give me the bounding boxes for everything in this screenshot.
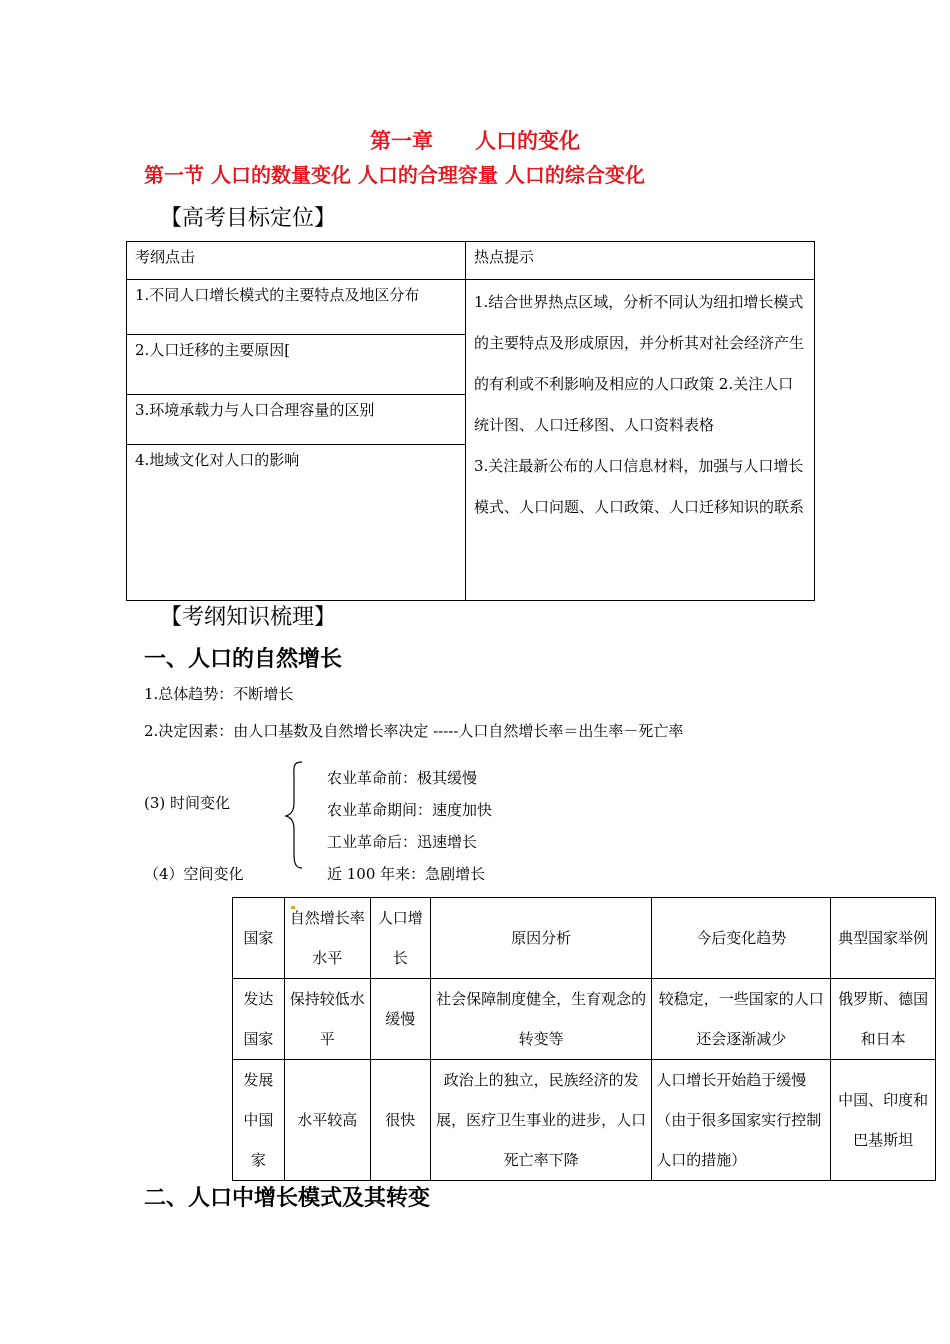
chapter-title: 第一章 人口的变化 [370, 129, 580, 153]
hotspot-text-1: 1.结合世界热点区域，分析不同认为纽扣增长模式的主要特点及形成原因，并分析其对社会经济产生的有利或不利影响及相应的人口政策 2.关注人口统计图、人口迁移图、人口资料表格 [474, 293, 805, 434]
hotspot-text-2: 3.关注最新公布的人口信息材料，加强与人口增长模式、人口问题、人口政策、人口迁移知识的联系 [474, 457, 805, 516]
time-stage-2: 农业革命期间：速度加快 [327, 801, 493, 819]
goal-item-2: 2.人口迁移的主要原因[ [127, 335, 466, 395]
goal-heading: 【高考目标定位】 [160, 206, 337, 231]
row2-country: 发展中国家 [233, 1060, 285, 1181]
row1-rate: 保持较低水平 [284, 979, 370, 1060]
header-country: 国家 [233, 898, 285, 979]
knowledge-heading: 【考纲知识梳理】 [160, 605, 337, 630]
item-overall-trend: 1.总体趋势：不断增长 [144, 685, 294, 703]
row1-examples: 俄罗斯、德国和日本 [831, 979, 936, 1060]
goal-header-left: 考纲点击 [127, 242, 466, 280]
row2-rate: 水平较高 [284, 1060, 370, 1181]
row1-growth: 缓慢 [370, 979, 430, 1060]
table-row [233, 979, 936, 1060]
row1-trend: 较稳定，一些国家的人口还会逐渐减少 [652, 979, 831, 1060]
exam-goal-table [126, 241, 815, 601]
time-stage-4: 近 100 年来：急剧增长 [327, 865, 486, 883]
goal-item-1: 1.不同人口增长模式的主要特点及地区分布 [127, 280, 466, 335]
header-examples: 典型国家举例 [831, 898, 936, 979]
goal-item-4: 4.地域文化对人口的影响 [127, 445, 466, 601]
regional-growth-table [232, 897, 936, 1181]
row2-cause: 政治上的独立，民族经济的发展，医疗卫生事业的进步，人口死亡率下降 [430, 1060, 651, 1181]
header-population-growth: 人口增长 [370, 898, 430, 979]
curly-brace-icon [284, 758, 306, 870]
time-stage-list [327, 762, 587, 883]
row2-trend: 人口增长开始趋于缓慢（由于很多国家实行控制人口的措施） [652, 1060, 831, 1181]
row2-examples: 中国、印度和巴基斯坦 [831, 1060, 936, 1181]
space-change-label: （4）空间变化 [144, 865, 244, 883]
marker-dot [291, 906, 295, 909]
time-change-label: (3) 时间变化 [144, 794, 231, 812]
item-determining-factors: 2.决定因素：由人口基数及自然增长率决定 -----人口自然增长率＝出生率－死亡率 [144, 722, 684, 740]
goal-item-3: 3.环境承载力与人口合理容量的区别 [127, 395, 466, 445]
row1-cause: 社会保障制度健全，生育观念的转变等 [430, 979, 651, 1060]
part1-heading: 一、人口的自然增长 [144, 647, 343, 672]
header-growth-rate-text: 自然增长率水平 [289, 909, 365, 967]
goal-header-right: 热点提示 [466, 242, 815, 280]
header-trend: 今后变化趋势 [652, 898, 831, 979]
row2-growth: 很快 [370, 1060, 430, 1181]
table-row [233, 1060, 936, 1181]
part2-heading: 二、人口中增长模式及其转变 [144, 1186, 431, 1211]
header-cause: 原因分析 [430, 898, 651, 979]
section-title: 第一节 人口的数量变化 人口的合理容量 人口的综合变化 [144, 163, 645, 187]
goal-hotspot-cell [466, 280, 815, 601]
time-stage-3: 工业革命后：迅速增长 [327, 833, 478, 851]
row1-country: 发达国家 [233, 979, 285, 1060]
time-stage-1: 农业革命前：极其缓慢 [327, 769, 478, 787]
header-growth-rate [284, 898, 370, 979]
